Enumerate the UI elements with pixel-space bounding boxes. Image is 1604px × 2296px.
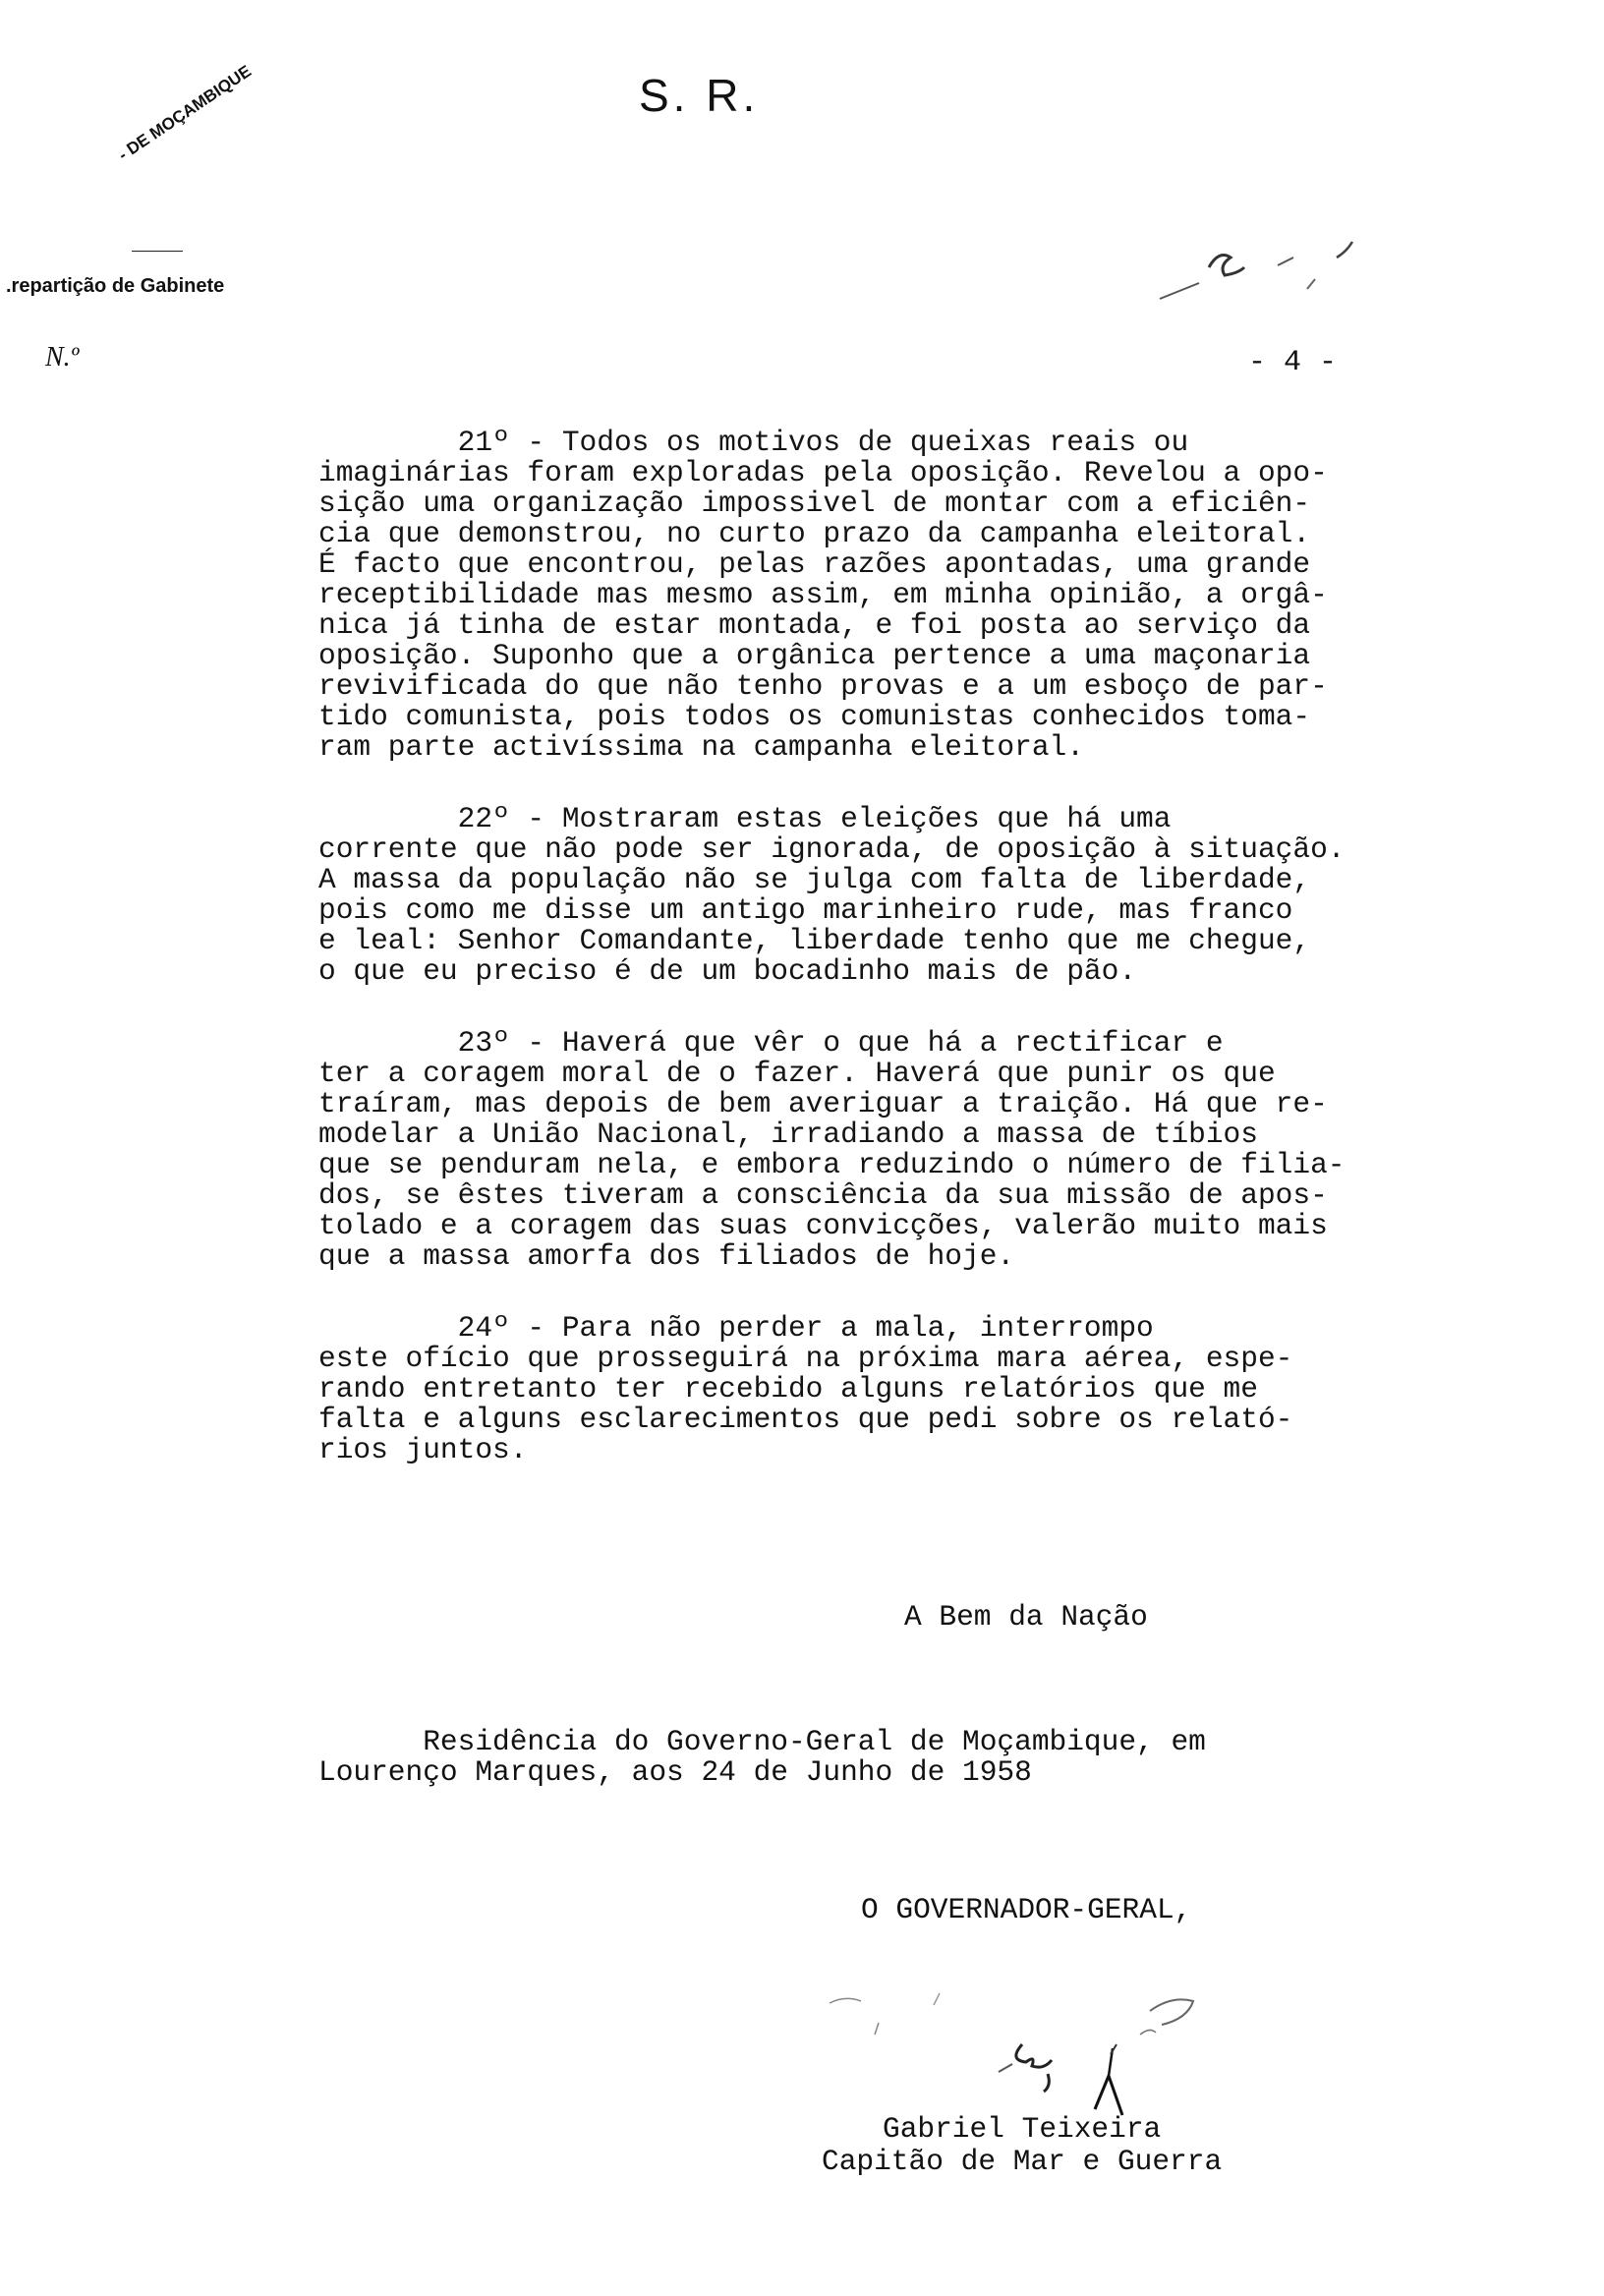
paragraph-23	[318, 1028, 1478, 1272]
text-line: sição uma organização impossivel de montar com a eficiên-	[318, 487, 1311, 520]
closing-salutation: A Bem da Nação	[904, 1600, 1148, 1634]
department-stamp: - DE MOÇAMBIQUE	[114, 61, 255, 165]
signatory-title: O GOVERNADOR-GERAL,	[861, 1893, 1192, 1926]
text-line: que se penduram nela, e embora reduzindo o número de filia-	[318, 1148, 1346, 1181]
text-line: pois como me disse um antigo marinheiro rude, mas franco	[318, 893, 1293, 927]
text-line: modelar a União Nacional, irradiando a massa de tíbios	[318, 1118, 1258, 1151]
classification-mark: S. R.	[639, 70, 760, 121]
text-line: revivificada do que não tenho provas e a um esboço de par-	[318, 669, 1328, 703]
text-line: tido comunista, pois todos os comunistas conhecidos toma-	[318, 700, 1311, 733]
text-line: É facto que encontrou, pelas razões apontadas, uma grande	[318, 547, 1311, 581]
page-number: - 4 -	[1248, 346, 1338, 379]
text-line: oposição. Suponho que a orgânica pertence a uma maçonaria	[318, 639, 1311, 672]
signatory-rank: Capitão de Mar e Guerra	[822, 2145, 1223, 2178]
place-date-line: Lourenço Marques, aos 24 de Junho de 1958	[318, 1755, 1032, 1789]
text-line: e leal: Senhor Comandante, liberdade tenho que me chegue,	[318, 924, 1311, 957]
text-line: falta e alguns esclarecimentos que pedi sobre os relató-	[318, 1403, 1293, 1436]
text-line: dos, se êstes tiveram a consciência da sua missão de apos-	[318, 1178, 1328, 1212]
text-line: cia que demonstrou, no curto prazo da campanha eleitoral.	[318, 517, 1311, 550]
letter-body	[318, 428, 1478, 1507]
text-line: A massa da população não se julga com falta de liberdade,	[318, 863, 1311, 896]
text-line: ram parte activíssima na campanha eleitoral.	[318, 730, 1084, 764]
text-line: 24º - Para não perder a mala, interrompo	[318, 1311, 1154, 1345]
text-line: este ofício que prosseguirá na próxima mara aérea, espe-	[318, 1342, 1293, 1375]
text-line: rando entretanto ter recebido alguns relatórios que me	[318, 1372, 1258, 1406]
text-line: tolado e a coragem das suas convicções, valerão muito mais	[318, 1209, 1328, 1242]
handwritten-initials-mark	[1150, 228, 1386, 316]
text-line: ter a coragem moral de o fazer. Haverá que punir os que	[318, 1057, 1276, 1090]
department-office: .repartição de Gabinete	[6, 275, 225, 297]
place-and-date	[318, 1727, 1206, 1788]
text-line: 21º - Todos os motivos de queixas reais ou	[318, 426, 1189, 459]
text-line: traíram, mas depois de bem averiguar a traição. Há que re-	[318, 1087, 1328, 1120]
paragraph-21	[318, 428, 1478, 763]
text-line: o que eu preciso é de um bocadinho mais de pão.	[318, 954, 1137, 988]
department-divider	[132, 251, 183, 252]
reference-number-label: N.º	[45, 342, 80, 373]
signatory-block	[822, 2113, 1222, 2178]
paragraph-22	[318, 804, 1478, 987]
text-line: 23º - Haverá que vêr o que há a rectificar e	[318, 1026, 1224, 1060]
text-line: nica já tinha de estar montada, e foi posta ao serviço da	[318, 608, 1311, 642]
text-line: rios juntos.	[318, 1433, 528, 1466]
signatory-name: Gabriel Teixeira	[883, 2112, 1162, 2146]
handwritten-signature	[816, 1976, 1229, 2123]
text-line: receptibilidade mas mesmo assim, em minha opinião, a orgâ-	[318, 578, 1328, 611]
text-line: imaginárias foram exploradas pela oposição. Revelou a opo-	[318, 456, 1328, 489]
text-line: 22º - Mostraram estas eleições que há uma	[318, 802, 1172, 835]
text-line: que a massa amorfa dos filiados de hoje.	[318, 1239, 1015, 1273]
text-line: corrente que não pode ser ignorada, de oposição à situação.	[318, 832, 1346, 866]
paragraph-24	[318, 1313, 1478, 1465]
place-date-line: Residência do Governo-Geral de Moçambique, em	[318, 1725, 1206, 1758]
